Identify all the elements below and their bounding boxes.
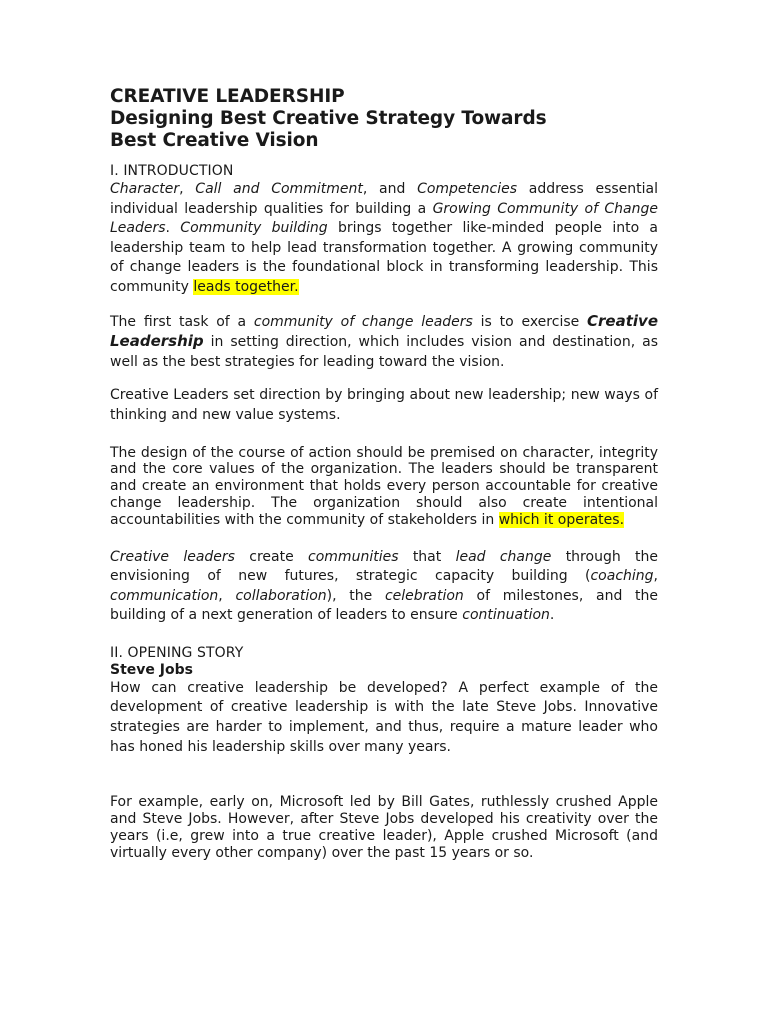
text-run: that [398, 548, 456, 565]
text-run: brings together like-minded people into a leadership team to help lead transformation together. A growing community of change leaders is the foundational block in transforming leadership. This community [110, 220, 659, 295]
intro-paragraph-4 [110, 445, 658, 529]
story-paragraph-2: For example, early on, Microsoft led by Bill Gates, ruthlessly crushed Apple and Steve Jobs. However, after Steve Jobs developed his creativity over the years (i.e, grew into a true creative leader), Apple crushed Microsoft (and virtually every other company) over the past 15 years or so. [110, 794, 658, 861]
text-run: lead change [455, 548, 552, 565]
section-heading-introduction: I. INTRODUCTION [110, 163, 234, 179]
title-line-3: Best Creative Vision [110, 130, 319, 151]
text-run: Character [110, 181, 180, 197]
text-run: address essential individual leadership qualities for building a [110, 181, 658, 217]
text-run: through the envisioning of new futures, strategic capacity building ( [110, 548, 658, 585]
text-run: . [165, 220, 181, 237]
intro-paragraph-2 [110, 312, 658, 373]
text-run: communication [110, 587, 219, 604]
subheading-steve-jobs: Steve Jobs [110, 661, 193, 678]
document-page [110, 86, 658, 861]
text-run: , [653, 568, 658, 585]
highlighted-text: leads together. [193, 278, 299, 295]
text-run: Community building [180, 220, 328, 237]
text-run: of milestones, and the building of a next generation of leaders to ensure [110, 587, 659, 624]
intro-paragraph-3: Creative Leaders set direction by bringing about new leadership; new ways of thinking and new value systems. [110, 387, 658, 423]
text-run: , [179, 181, 196, 197]
text-run: create [234, 548, 309, 565]
text-run: communities [308, 548, 399, 565]
text-run: ), the [326, 587, 385, 604]
text-run: , [218, 587, 236, 604]
document-title [110, 86, 658, 152]
title-line-2: Designing Best Creative Strategy Towards [110, 108, 547, 129]
title-line-1: CREATIVE LEADERSHIP [110, 86, 345, 107]
intro-paragraph-1 [110, 180, 658, 298]
text-run: Call and Commitment [195, 181, 363, 197]
intro-paragraph-5 [110, 548, 658, 626]
text-run: is to exercise [472, 313, 588, 330]
text-run: Competencies [417, 181, 518, 197]
text-run: community of change leaders [253, 313, 473, 330]
highlighted-text: which it operates. [498, 511, 625, 528]
text-run: coaching [590, 568, 654, 585]
text-run: The design of the course of action should be premised on character, integrity and the core values of the organization. The leaders should be transparent and create an environment that holds every person accountable for creative change leadership. The organization should also create intentional accountabilities with the community of stakeholders in [110, 444, 658, 528]
text-run: . [549, 607, 555, 624]
section-heading-opening-story: II. OPENING STORY [110, 644, 244, 661]
text-run: The first task of a [110, 313, 254, 330]
bold-italic-text: Creative Leadership [110, 311, 658, 351]
text-run: celebration [384, 587, 464, 604]
text-run: in setting direction, which includes vision and destination, as well as the best strategies for leading toward the vision. [110, 334, 658, 370]
text-run: Creative leaders [110, 548, 235, 565]
text-run: Growing Community of Change Leaders [110, 200, 658, 237]
text-run: continuation [462, 607, 550, 624]
text-run: , and [362, 181, 418, 197]
story-paragraph-1: How can creative leadership be developed? A perfect example of the development of creative leadership is with the late Steve Jobs. Innovative strategies are harder to implement, and thus, require a mature leader who has honed his leadership skills over many years. [110, 679, 658, 755]
text-run: collaboration [235, 587, 327, 604]
